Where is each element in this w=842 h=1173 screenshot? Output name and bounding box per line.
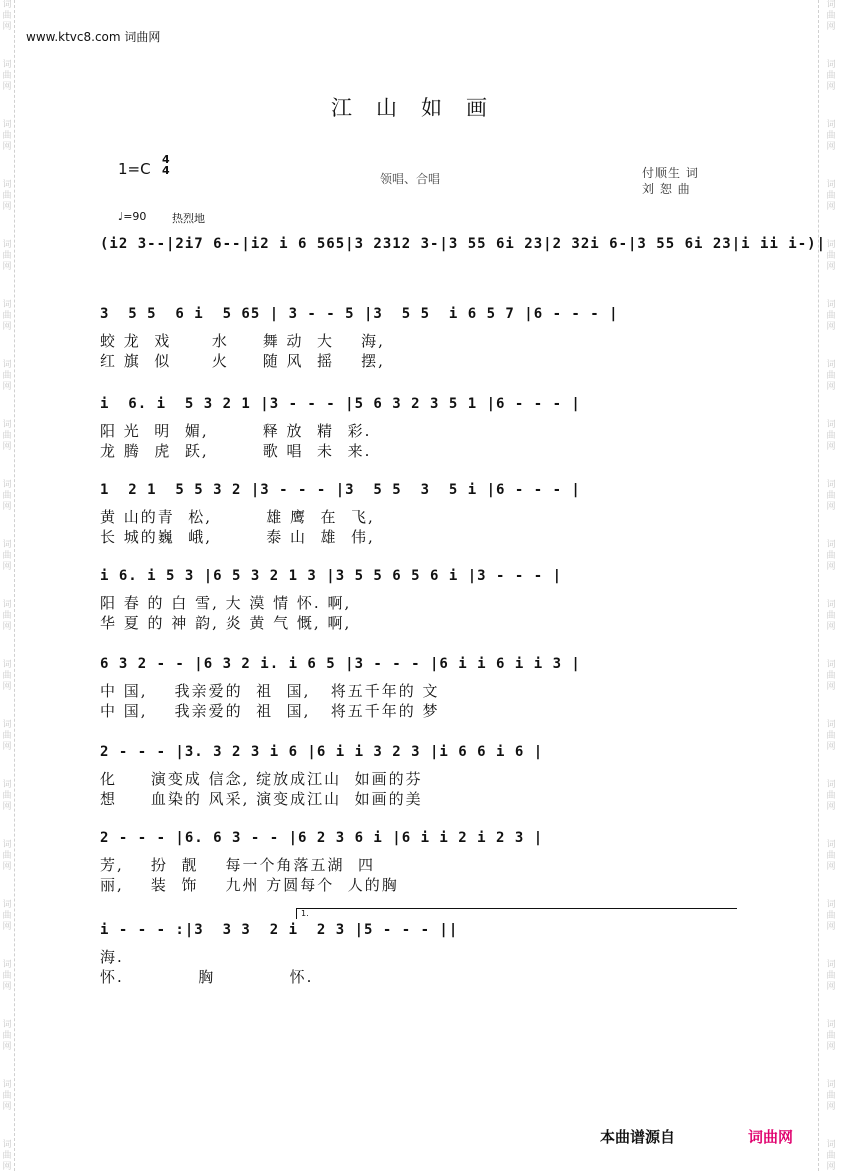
watermark-text: 词 曲 网 xyxy=(2,1080,12,1112)
watermark-text: 词 曲 网 xyxy=(2,480,12,512)
site-url[interactable]: www.ktvc8.com 词曲网 xyxy=(26,30,161,44)
page-title: 江山如画 xyxy=(331,96,511,120)
notation-row: 6 3 2 - - |6 3 2 i. i 6 5 |3 - - - |6 i i 6 i i 3 | xyxy=(100,656,581,672)
watermark-text: 词 曲 网 xyxy=(826,180,836,212)
watermark-text: 词 曲 网 xyxy=(2,60,12,92)
watermark-text: 词 曲 网 xyxy=(826,660,836,692)
watermark-text: 词 曲 网 xyxy=(2,900,12,932)
left-margin-strip xyxy=(0,0,15,1171)
watermark-text: 词 曲 网 xyxy=(2,600,12,632)
notation-row: 1 2 1 5 5 3 2 |3 - - - |3 5 5 3 5 i |6 - - - | xyxy=(100,482,581,498)
lyric-line: 红 旗 似 火 随 风 摇 摆, xyxy=(100,352,385,370)
watermark-text: 词 曲 网 xyxy=(2,420,12,452)
notation-row: i - - - :|3 3 3 2 i 2 3 |5 - - - || xyxy=(100,922,459,938)
watermark-text: 词 曲 网 xyxy=(826,300,836,332)
lyric-line: 想 血染的 风采, 演变成江山 如画的美 xyxy=(100,790,423,808)
watermark-text: 词 曲 网 xyxy=(826,720,836,752)
notation-row: 3 5 5 6 i 5 65 | 3 - - 5 |3 5 5 i 6 5 7 |6 - - - | xyxy=(100,306,619,322)
time-signature-bottom: 4 xyxy=(162,164,170,177)
lyricist-credit: 付顺生 词 xyxy=(642,166,699,180)
watermark-text: 词 曲 网 xyxy=(2,240,12,272)
watermark-text: 词 曲 网 xyxy=(826,120,836,152)
watermark-text: 词 曲 网 xyxy=(826,540,836,572)
performance-type: 领唱、合唱 xyxy=(380,172,441,186)
watermark-text: 词 曲 网 xyxy=(2,660,12,692)
watermark-text: 词 曲 网 xyxy=(826,360,836,392)
watermark-text: 词 曲 网 xyxy=(826,60,836,92)
watermark-text: 词 曲 网 xyxy=(826,900,836,932)
watermark-text: 词 曲 网 xyxy=(2,300,12,332)
lyric-line: 中 国, 我亲爱的 祖 国, 将五千年的 梦 xyxy=(100,702,440,720)
watermark-text: 词 曲 网 xyxy=(2,1140,12,1172)
lyric-line: 怀. 胸 怀. xyxy=(100,968,314,986)
watermark-text: 词 曲 网 xyxy=(2,120,12,152)
watermark-text: 词 曲 网 xyxy=(826,240,836,272)
watermark-text: 词 曲 网 xyxy=(826,960,836,992)
watermark-text: 词 曲 网 xyxy=(826,0,836,32)
watermark-text: 词 曲 网 xyxy=(826,1020,836,1052)
key-signature: 1=C xyxy=(118,160,151,178)
lyric-line: 化 演变成 信念, 绽放成江山 如画的芬 xyxy=(100,770,423,788)
watermark-text: 词 曲 网 xyxy=(2,540,12,572)
watermark-text: 词 曲 网 xyxy=(2,0,12,32)
watermark-text: 词 曲 网 xyxy=(826,780,836,812)
notation-row: 2 - - - |3. 3 2 3 i 6 |6 i i 3 2 3 |i 6 6 i 6 | xyxy=(100,744,544,760)
mood-marking: 热烈地 xyxy=(172,212,205,225)
footer-brand-link[interactable]: 词曲网 xyxy=(748,1128,794,1146)
volta-label: 1. xyxy=(301,909,309,918)
lyric-line: 阳 光 明 媚, 释 放 精 彩. xyxy=(100,422,372,440)
lyric-line: 阳 春 的 白 雪, 大 漠 情 怀. 啊, xyxy=(100,594,352,612)
watermark-text: 词 曲 网 xyxy=(2,720,12,752)
composer-credit: 刘 恕 曲 xyxy=(642,182,691,196)
time-signature-top: 4 xyxy=(162,153,170,166)
watermark-text: 词 曲 网 xyxy=(826,1080,836,1112)
watermark-text: 词 曲 网 xyxy=(826,840,836,872)
lyric-line: 芳, 扮 靓 每一个角落五湖 四 xyxy=(100,856,375,874)
tempo-marking: ♩=90 xyxy=(118,210,147,223)
lyric-line: 长 城的巍 峨, 泰 山 雄 伟, xyxy=(100,528,375,546)
watermark-text: 词 曲 网 xyxy=(2,180,12,212)
notation-row: i 6. i 5 3 2 1 |3 - - - |5 6 3 2 3 5 1 |6 - - - | xyxy=(100,396,581,412)
lyric-line: 海. xyxy=(100,948,124,966)
watermark-text: 词 曲 网 xyxy=(826,420,836,452)
watermark-text: 词 曲 网 xyxy=(2,360,12,392)
notation-row: (i2 3--|2i7 6--|i2 i 6 565|3 2312 3-|3 55 6i 23|2 32i 6-|3 55 6i 23|i ii i-)| xyxy=(100,236,827,252)
watermark-text: 词 曲 网 xyxy=(2,960,12,992)
watermark-text: 词 曲 网 xyxy=(2,1020,12,1052)
lyric-line: 丽, 装 饰 九州 方圆每个 人的胸 xyxy=(100,876,399,894)
notation-row: 2 - - - |6. 6 3 - - |6 2 3 6 i |6 i i 2 i 2 3 | xyxy=(100,830,544,846)
lyric-line: 蛟 龙 戏 水 舞 动 大 海, xyxy=(100,332,385,350)
watermark-text: 词 曲 网 xyxy=(826,1140,836,1172)
right-margin-strip xyxy=(818,0,833,1171)
notation-row: i 6. i 5 3 |6 5 3 2 1 3 |3 5 5 6 5 6 i |3 - - - | xyxy=(100,568,563,584)
lyric-line: 华 夏 的 神 韵, 炎 黄 气 慨, 啊, xyxy=(100,614,352,632)
lyric-line: 中 国, 我亲爱的 祖 国, 将五千年的 文 xyxy=(100,682,440,700)
footer-source-text: 本曲谱源自 xyxy=(600,1128,676,1146)
watermark-text: 词 曲 网 xyxy=(826,480,836,512)
watermark-text: 词 曲 网 xyxy=(2,840,12,872)
lyric-line: 龙 腾 虎 跃, 歌 唱 未 来. xyxy=(100,442,372,460)
watermark-text: 词 曲 网 xyxy=(2,780,12,812)
first-ending-bracket xyxy=(296,908,737,919)
lyric-line: 黄 山的青 松, 雄 鹰 在 飞, xyxy=(100,508,375,526)
time-signature xyxy=(162,154,170,176)
watermark-text: 词 曲 网 xyxy=(826,600,836,632)
